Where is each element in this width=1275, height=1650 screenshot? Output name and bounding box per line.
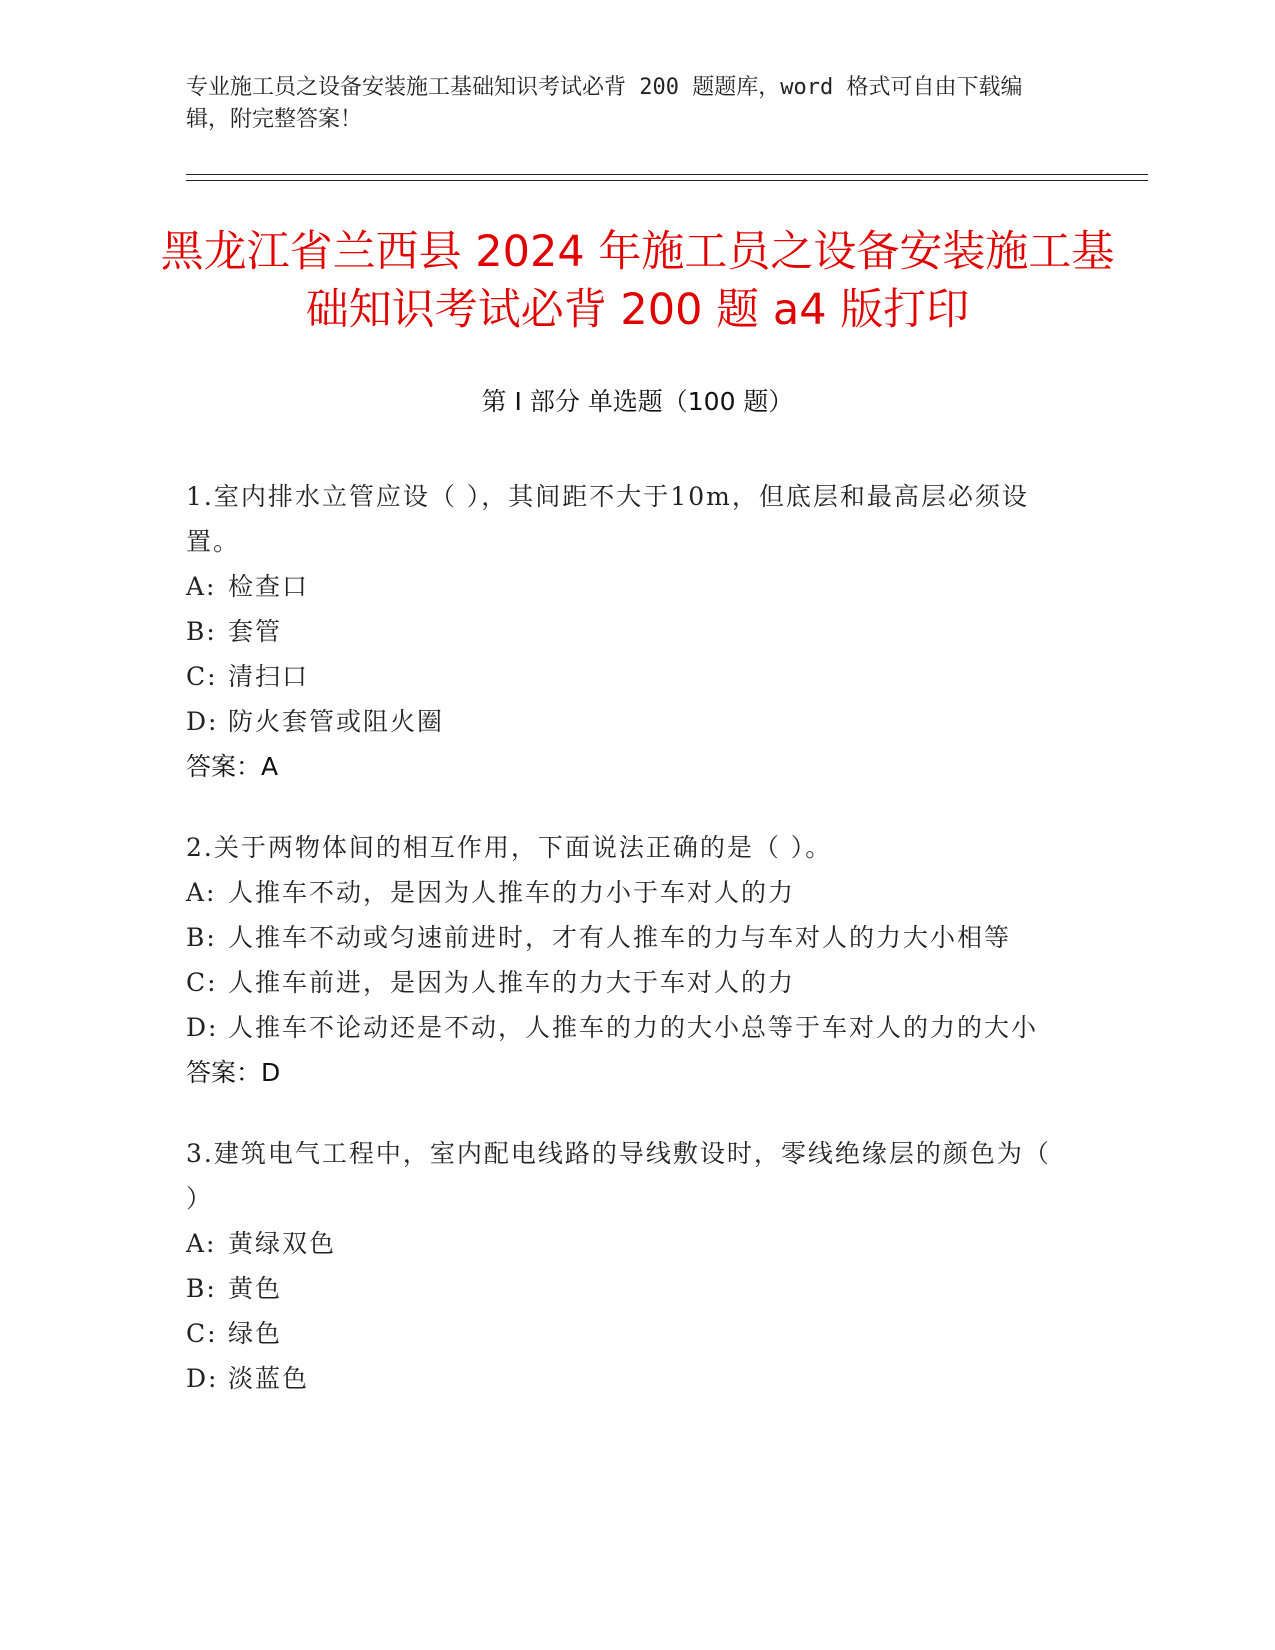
option-text: 黄色 — [228, 1274, 283, 1303]
answer-line: 答案：A — [186, 752, 279, 781]
option-b — [186, 1266, 1066, 1311]
option-text: 绿色 — [228, 1319, 283, 1348]
question-3 — [186, 1131, 1066, 1401]
option-text: 黄绿双色 — [228, 1229, 337, 1258]
option-b — [186, 609, 1066, 654]
option-letter: B: — [186, 923, 217, 952]
option-text: 检查口 — [228, 572, 310, 601]
question-1 — [186, 474, 1066, 789]
option-letter: A: — [186, 1229, 217, 1258]
option-text: 清扫口 — [228, 662, 310, 691]
header-divider-bottom — [186, 180, 1148, 181]
question-list — [186, 474, 1066, 1437]
option-c — [186, 654, 1066, 699]
option-d — [186, 1005, 1066, 1050]
answer-line: 答案：D — [186, 1058, 281, 1087]
option-letter: C: — [186, 1319, 218, 1348]
option-text: 人推车不论动还是不动，人推车的力的大小总等于车对人的力的大小 — [228, 1013, 1039, 1042]
option-letter: D: — [186, 1013, 219, 1042]
option-letter: B: — [186, 1274, 217, 1303]
option-c — [186, 960, 1066, 1005]
option-text: 人推车不动，是因为人推车的力小于车对人的力 — [228, 878, 796, 907]
option-letter: D: — [186, 707, 219, 736]
option-a — [186, 1221, 1066, 1266]
option-a — [186, 870, 1066, 915]
option-d — [186, 699, 1066, 744]
option-text: 淡蓝色 — [228, 1364, 310, 1393]
question-stem: 2.关于两物体间的相互作用，下面说法正确的是（ ）。 — [186, 833, 833, 862]
option-text: 人推车不动或匀速前进时，才有人推车的力与车对人的力大小相等 — [228, 923, 1012, 952]
option-letter: C: — [186, 968, 218, 997]
question-stem: 3.建筑电气工程中，室内配电线路的导线敷设时，零线绝缘层的颜色为（ ） — [186, 1139, 1051, 1213]
question-stem: 1.室内排水立管应设（ ），其间距不大于10m，但底层和最高层必须设置。 — [186, 482, 1029, 556]
option-text: 套管 — [228, 617, 283, 646]
option-d — [186, 1356, 1066, 1401]
option-c — [186, 1311, 1066, 1356]
header-note: 专业施工员之设备安装施工基础知识考试必背 200 题题库，word 格式可自由下载编辑，附完整答案！ — [186, 75, 1023, 132]
question-2 — [186, 825, 1066, 1095]
option-a — [186, 564, 1066, 609]
option-text: 防火套管或阻火圈 — [228, 707, 445, 736]
option-letter: A: — [186, 572, 217, 601]
option-letter: C: — [186, 662, 218, 691]
option-letter: D: — [186, 1364, 219, 1393]
option-text: 人推车前进，是因为人推车的力大于车对人的力 — [228, 968, 796, 997]
document-title: 黑龙江省兰西县 2024 年施工员之设备安装施工基础知识考试必背 200 题 a4 版打印 — [160, 227, 1115, 335]
section-heading: 第 I 部分 单选题（100 题） — [481, 387, 794, 416]
option-letter: A: — [186, 878, 217, 907]
option-letter: B: — [186, 617, 217, 646]
header-divider-top — [186, 174, 1148, 175]
option-b — [186, 915, 1066, 960]
